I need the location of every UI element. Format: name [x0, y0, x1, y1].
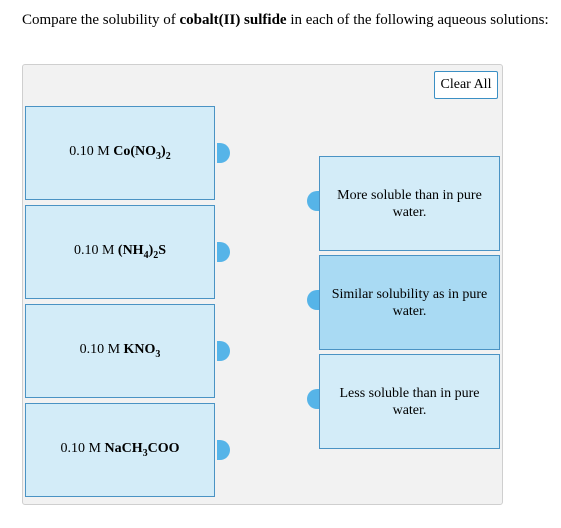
left-item-label: 0.10 M $(NH_4)_2S$ — [73, 243, 167, 261]
left-item-label: 0.10 M $Co(NO_3)_2$ — [69, 144, 171, 162]
question-compound: cobalt(II) sulfide — [179, 12, 287, 28]
left-item-kno3[interactable] — [25, 304, 215, 398]
right-item-label: More soluble than in pure water. — [337, 187, 482, 220]
clear-all-button[interactable]: Clear All — [434, 71, 498, 99]
question-prefix: Compare the solubility of — [22, 12, 180, 28]
left-item-nh4-2-s[interactable] — [25, 205, 215, 299]
right-item-connector-2[interactable] — [307, 290, 319, 310]
left-item-connector-1[interactable] — [217, 143, 230, 163]
left-item-connector-4[interactable] — [217, 440, 230, 460]
question-text — [22, 12, 549, 29]
right-item-less-soluble[interactable] — [319, 354, 500, 449]
right-item-label: Less soluble than in pure water. — [339, 385, 480, 418]
right-item-more-soluble[interactable] — [319, 156, 500, 251]
left-item-co-no3-2[interactable] — [25, 106, 215, 200]
right-item-connector-3[interactable] — [307, 389, 319, 409]
left-item-nach3coo[interactable] — [25, 403, 215, 497]
right-item-connector-1[interactable] — [307, 191, 319, 211]
left-item-connector-2[interactable] — [217, 242, 230, 262]
left-item-connector-3[interactable] — [217, 341, 230, 361]
right-item-similar-solubility[interactable] — [319, 255, 500, 350]
right-item-label: Similar solubility as in pure water. — [331, 286, 488, 319]
question-suffix: in each of the following aqueous solutions: — [286, 12, 549, 28]
left-item-label: 0.10 M $KNO_3$ — [79, 342, 161, 360]
matching-panel — [22, 64, 503, 505]
left-item-label: 0.10 M NaCH$_3$COO — [60, 441, 180, 459]
